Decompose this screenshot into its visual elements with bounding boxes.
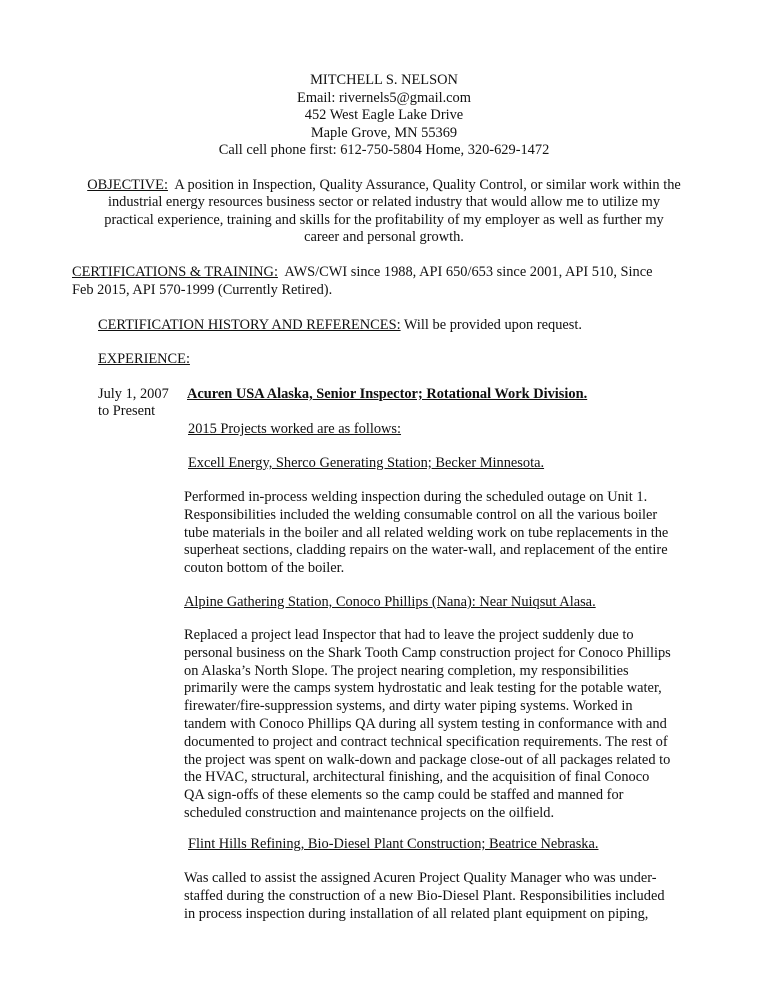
project-title-flint-hills: Flint Hills Refining, Bio-Diesel Plant Construction; Beatrice Nebraska. [188,836,599,852]
project-line: Responsibilities included the welding consumable control on all the various boiler [184,506,658,523]
projects-heading: 2015 Projects worked are as follows: [188,421,402,437]
project-title-alpine: Alpine Gathering Station, Conoco Phillips (Nana): Near Nuiqsut Alasa. [184,594,596,610]
project-line: firewater/fire-suppression systems, and dirty water piping systems. Worked in [184,698,633,715]
certifications-line-1 [72,263,653,281]
project-title-excell: Excell Energy, Sherco Generating Station; Becker Minnesota. [188,455,545,471]
project-line: documented to project and contract technical specification requirements. The rest of [184,733,668,750]
project-line: Performed in-process welding inspection during the scheduled outage on Unit 1. [184,489,648,505]
project-line: QA sign-offs of these elements so the camp could be staffed and manned for [184,787,624,804]
certifications-text-1: AWS/CWI since 1988, API 650/653 since 2001, API 510, Since [284,264,653,280]
project-line: scheduled construction and maintenance projects on the oilfield. [184,804,555,821]
project-line: primarily were the camps system hydrostatic and leak testing for the potable water, [184,680,662,697]
project-line: the project was spent on walk-down and package close-out of all packages related to [184,751,671,768]
project-line: superheat sections, cladding repairs on the water-wall, and replacement of the entire [184,542,668,559]
objective-line-4: career and personal growth. [304,229,464,245]
objective-line-1 [0,176,768,194]
project-line: on Alaska’s North Slope. The project nearing completion, my responsibilities [184,662,629,679]
experience-date-start: July 1, 2007 [98,386,169,402]
project-line: couton bottom of the boiler. [184,560,345,577]
objective-label: OBJECTIVE: [87,177,168,193]
certifications-line-2: Feb 2015, API 570-1999 (Currently Retired). [72,282,333,298]
history-label: CERTIFICATION HISTORY AND REFERENCES: [98,317,401,333]
objective-line-2: industrial energy resources business sector or related industry that would allow me to utilize my [107,194,661,210]
project-line: tube materials in the boiler and all related welding work on tube replacements in the [184,524,669,541]
phone-line: Call cell phone first: 612-750-5804 Home, 320-629-1472 [218,142,550,158]
experience-label: EXPERIENCE: [98,351,190,367]
project-line: tandem with Conoco Phillips QA during all system testing in conformance with and [184,715,667,732]
experience-date-end: to Present [98,403,156,419]
employer-title: Acuren USA Alaska, Senior Inspector; Rotational Work Division. [187,386,588,402]
project-line: Was called to assist the assigned Acuren Project Quality Manager who was under- [184,870,657,886]
project-line: the HVAC, structural, architectural finishing, and the acquisition of final Conoco [184,769,650,786]
resume-name: MITCHELL S. NELSON [310,72,458,88]
street-address: 452 West Eagle Lake Drive [304,107,464,123]
history-text: Will be provided upon request. [403,317,582,333]
project-description-excell [184,489,668,578]
project-description-alpine [184,627,671,823]
certifications-label: CERTIFICATIONS & TRAINING: [72,264,278,280]
objective-line-3: practical experience, training and skills for the profitability of my employer as well as further my [104,212,664,228]
city-state-zip: Maple Grove, MN 55369 [310,125,458,141]
project-line: personal business on the Shark Tooth Camp construction project for Conoco Phillips [184,644,671,661]
email-line: Email: rivernels5@gmail.com [297,90,471,106]
project-line: in process inspection during installation of all related plant equipment on piping, [184,905,649,922]
project-description-flint-hills [184,870,665,923]
history-line [98,316,582,334]
project-line: Replaced a project lead Inspector that had to leave the project suddenly due to [184,627,634,643]
project-line: staffed during the construction of a new Bio-Diesel Plant. Responsibilities included [184,887,665,904]
objective-text-1: A position in Inspection, Quality Assurance, Quality Control, or similar work within the [174,177,681,193]
